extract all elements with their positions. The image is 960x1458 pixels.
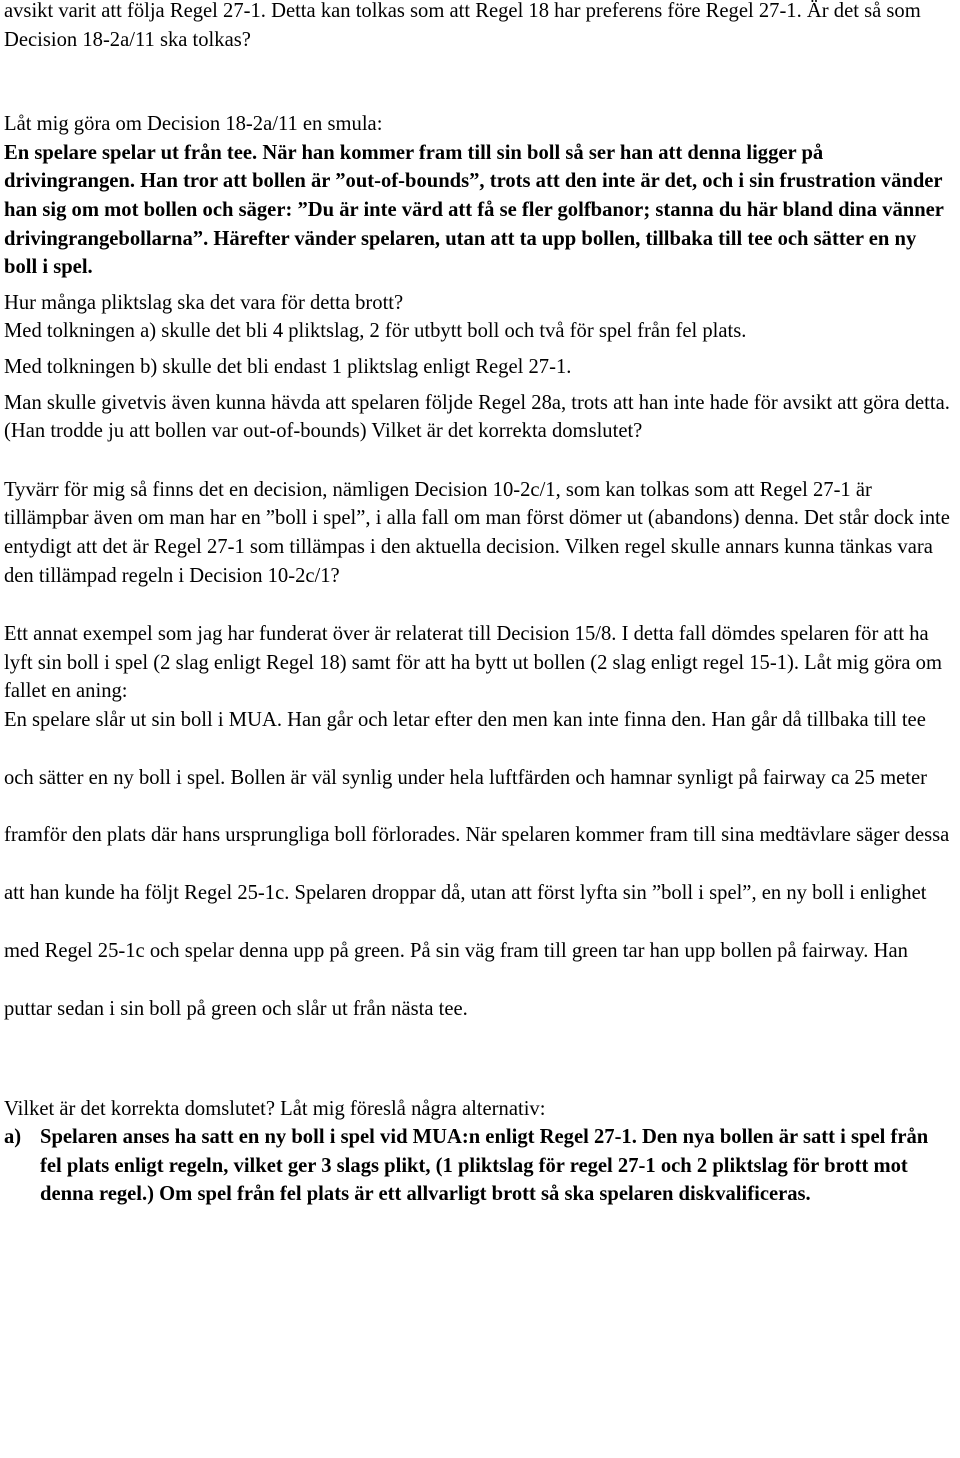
second-example-paragraph: Ett annat exempel som jag har funderat över är relaterat till Decision 15/8. I detta fall dömdes spelaren för att ha lyft sin boll i spel (2 slag enligt Regel 18) samt för att ha bytt ut bollen (2 slag enligt regel 15-1). Låt mig göra om fallet en aning: [4, 623, 942, 703]
alternative-marker: a) [4, 1126, 22, 1149]
example-paragraph-bold: En spelare spelar ut från tee. När han kommer fram till sin boll så ser han att denna ligger på drivingrangen. Han tror att bollen är ”out-of-bounds”, trots att den inte är det, och i sin frustration vänder han sig om mot bollen och säger: ”Du är inte värd att få se fler golfbanor; stanna du här bland dina vänner drivingrangebollarna”. Härefter vänder spelaren, utan att ta upp bollen, tillbaka till tee och sätter en ny boll i spel. [4, 141, 944, 279]
decision-paragraph: Tyvärr för mig så finns det en decision, nämligen Decision 10-2c/1, som kan tolkas som att Regel 27-1 är tillämpbar även om man har en ”boll i spel”, i alla fall om man först dömer ut (abandons) denna. Det står dock inte entydigt att det är Regel 27-1 som tillämpas i den aktuella decision. Vilken regel skulle annars kunna tänkas vara den tillämpad regeln i Decision 10-2c/1? [4, 478, 950, 587]
intro-paragraph: avsikt varit att följa Regel 27-1. Detta kan tolkas som att Regel 18 har preferens före Regel 27-1. Är det så som Decision 18-2a/11 ska tolkas? [4, 0, 921, 51]
alternative-text: Spelaren anses ha satt en ny boll i spel vid MUA:n enligt Regel 27-1. Den nya bollen är satt i spel från fel plats enligt regeln, vilket ger 3 slags plikt, (1 pliktslag för regel 27-1 och 2 pliktslag för brott mot denna regel.) Om spel från fel plats är ett allvarligt brott så ska spelaren diskvalificeras. [40, 1126, 929, 1206]
interpretation-b-paragraph: Med tolkningen b) skulle det bli endast 1 pliktslag enligt Regel 27-1. [4, 355, 572, 378]
final-question-paragraph: Vilket är det korrekta domslutet? Låt mig föreslå några alternativ: [4, 1097, 546, 1120]
question-paragraph: Hur många pliktslag ska det vara för detta brott? [4, 291, 404, 314]
rewrite-heading: Låt mig göra om Decision 18-2a/11 en smula: [4, 113, 383, 136]
second-example-story: En spelare slår ut sin boll i MUA. Han går och letar efter den men kan inte finna den. Han går då tillbaka till tee och sätter en ny boll i spel. Bollen är väl synlig under hela luftfärden och hamnar synligt på fairway ca 25 meter framför den plats där hans ursprungliga boll förlorades. När spelaren kommer fram till sina medtävlare säger dessa att han kunde ha följt Regel 25-1c. Spelaren droppar då, utan att först lyfta sin ”boll i spel”, en ny boll i enlighet med Regel 25-1c och spelar denna upp på green. På sin väg fram till green tar han upp bollen på fairway. Han puttar sedan i sin boll på green och slår ut från nästa tee. [4, 708, 950, 1020]
alternative-item [4, 1123, 954, 1209]
rule28-paragraph: Man skulle givetvis även kunna hävda att spelaren följde Regel 28a, trots att han inte hade för avsikt att göra detta. (Han trodde ju att bollen var out-of-bounds) Vilket är det korrekta domslutet? [4, 391, 950, 443]
interpretation-a-paragraph: Med tolkningen a) skulle det bli 4 pliktslag, 2 för utbytt boll och två för spel från fel plats. [4, 320, 747, 343]
